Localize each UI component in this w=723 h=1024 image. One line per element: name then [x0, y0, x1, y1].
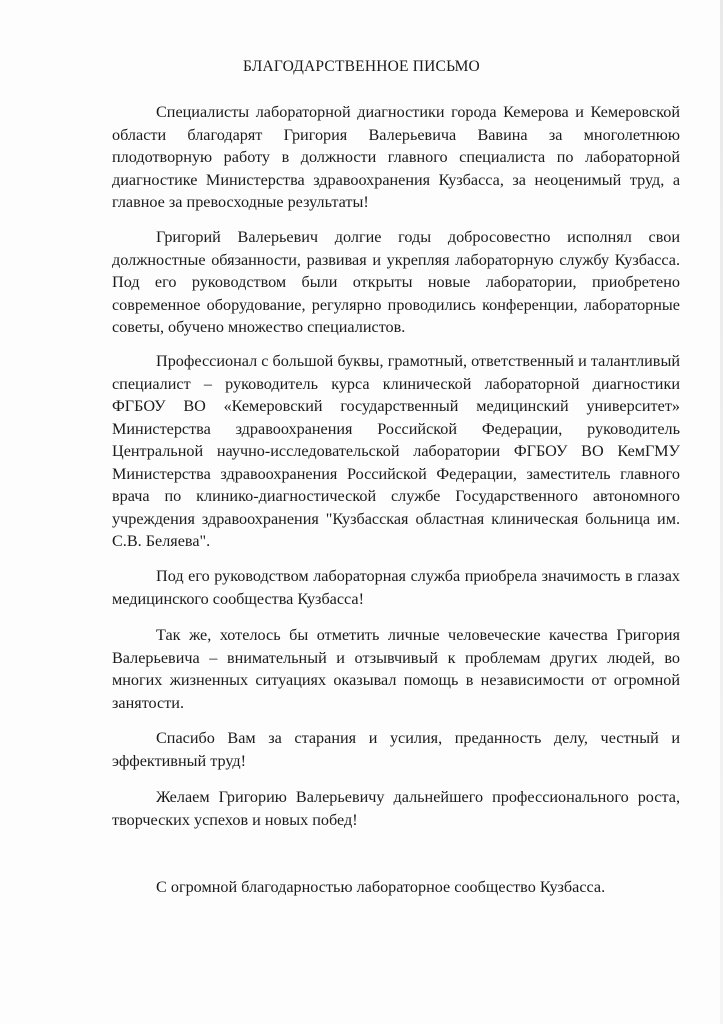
paragraph-personal-qualities: Так же, хотелось бы отметить личные человеческие качества Григория Валерьевича – внимательный и отзывчивый к проблемам других людей, во многих жизненных ситуациях оказывал помощь в независимости от огромной занятости.: [112, 626, 680, 712]
paragraph-thanks: Спасибо Вам за старания и усилия, преданность делу, честный и эффективный труд!: [112, 729, 680, 770]
letter-title: БЛАГОДАРСТВЕННОЕ ПИСЬМО: [243, 58, 480, 75]
paragraph-positions: Профессионал с большой буквы, грамотный, ответственный и талантливый специалист – руководитель курса клинической лабораторной диагностики ФГБОУ ВО «Кемеровский государственный медицинский университет» Министерства здравоохранения Российской Федерации, руководитель Центральной научно-исследовательской лаборатории ФГБОУ ВО КемГМУ Министерства здравоохранения Российской Федерации, заместитель главного врача по клинико-диагностической службе Государственного автономного учреждения здравоохранения "Кузбасская областная клиническая больница им. С.В. Беляева".: [112, 352, 680, 550]
paragraph-duties: Григорий Валерьевич долгие годы добросовестно исполнял свои должностные обязанности, развивая и укрепляя лабораторную службу Кузбасса. Под его руководством были открыты новые лаборатории, приобретено современное оборудование, регулярно проводились конференции, лабораторные советы, обучено множество специалистов.: [112, 228, 680, 336]
paragraph-significance: Под его руководством лабораторная служба приобрела значимость в глазах медицинского сообщества Кузбасса!: [112, 567, 680, 608]
paragraph-gratitude: Специалисты лабораторной диагностики города Кемерова и Кемеровской области благодарят Григория Валерьевича Вавина за многолетнюю плодотворную работу в должности главного специалиста по лабораторной диагностике Министерства здравоохранения Кузбасса, за неоценимый труд, а главное за превосходные результаты!: [112, 103, 680, 211]
letter-closing: С огромной благодарностью лабораторное сообщество Кузбасса.: [156, 878, 606, 896]
paragraph-wishes: Желаем Григорию Валерьевичу дальнейшего профессионального роста, творческих успехов и новых побед!: [112, 788, 680, 829]
